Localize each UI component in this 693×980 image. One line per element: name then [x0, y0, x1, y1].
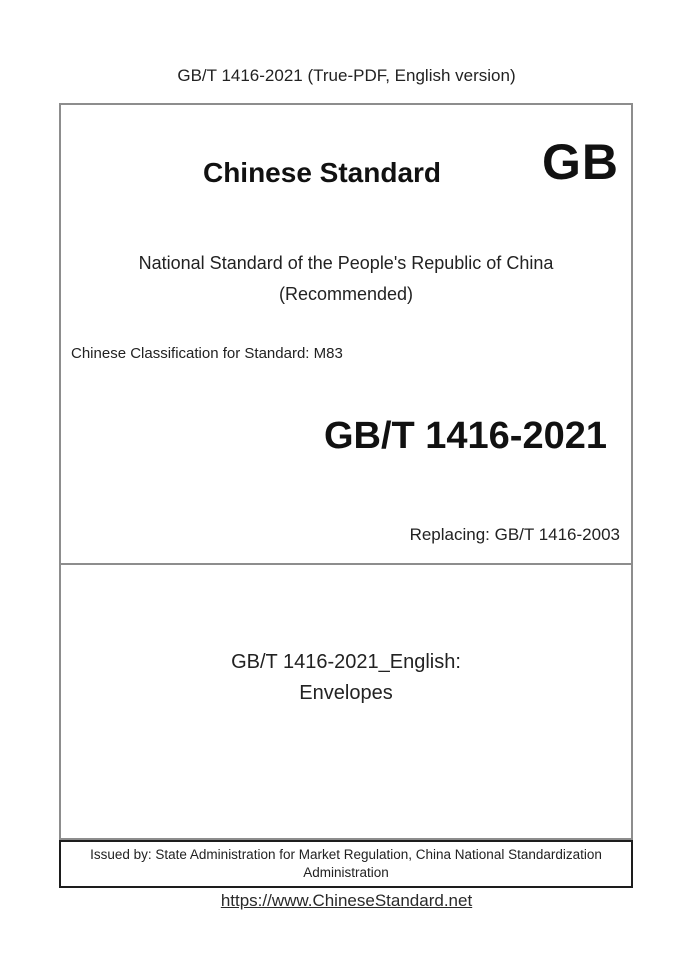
section-divider [60, 563, 632, 565]
english-subject-line: Envelopes [299, 682, 393, 704]
document-header-title: GB/T 1416-2021 (True-PDF, English version) [177, 66, 516, 85]
footer-link[interactable]: https://www.ChineseStandard.net [220, 891, 473, 910]
footer [0, 891, 693, 911]
national-standard-line: National Standard of the People's Republic of China [138, 253, 554, 273]
replacing-line: Replacing: GB/T 1416-2003 [409, 525, 620, 544]
standard-code: GB/T 1416-2021 [323, 415, 607, 457]
issuer-box [59, 840, 633, 888]
brand-title: Chinese Standard [202, 157, 442, 188]
english-title-line: GB/T 1416-2021_English: [231, 651, 461, 673]
gb-logo: GB [542, 134, 619, 190]
recommended-line: (Recommended) [278, 284, 414, 304]
cover-box [59, 103, 633, 840]
classification-line: Chinese Classification for Standard: M83 [71, 345, 343, 362]
issuer-text: Issued by: State Administration for Market Regulation, China National Standardization Administration [90, 846, 602, 880]
